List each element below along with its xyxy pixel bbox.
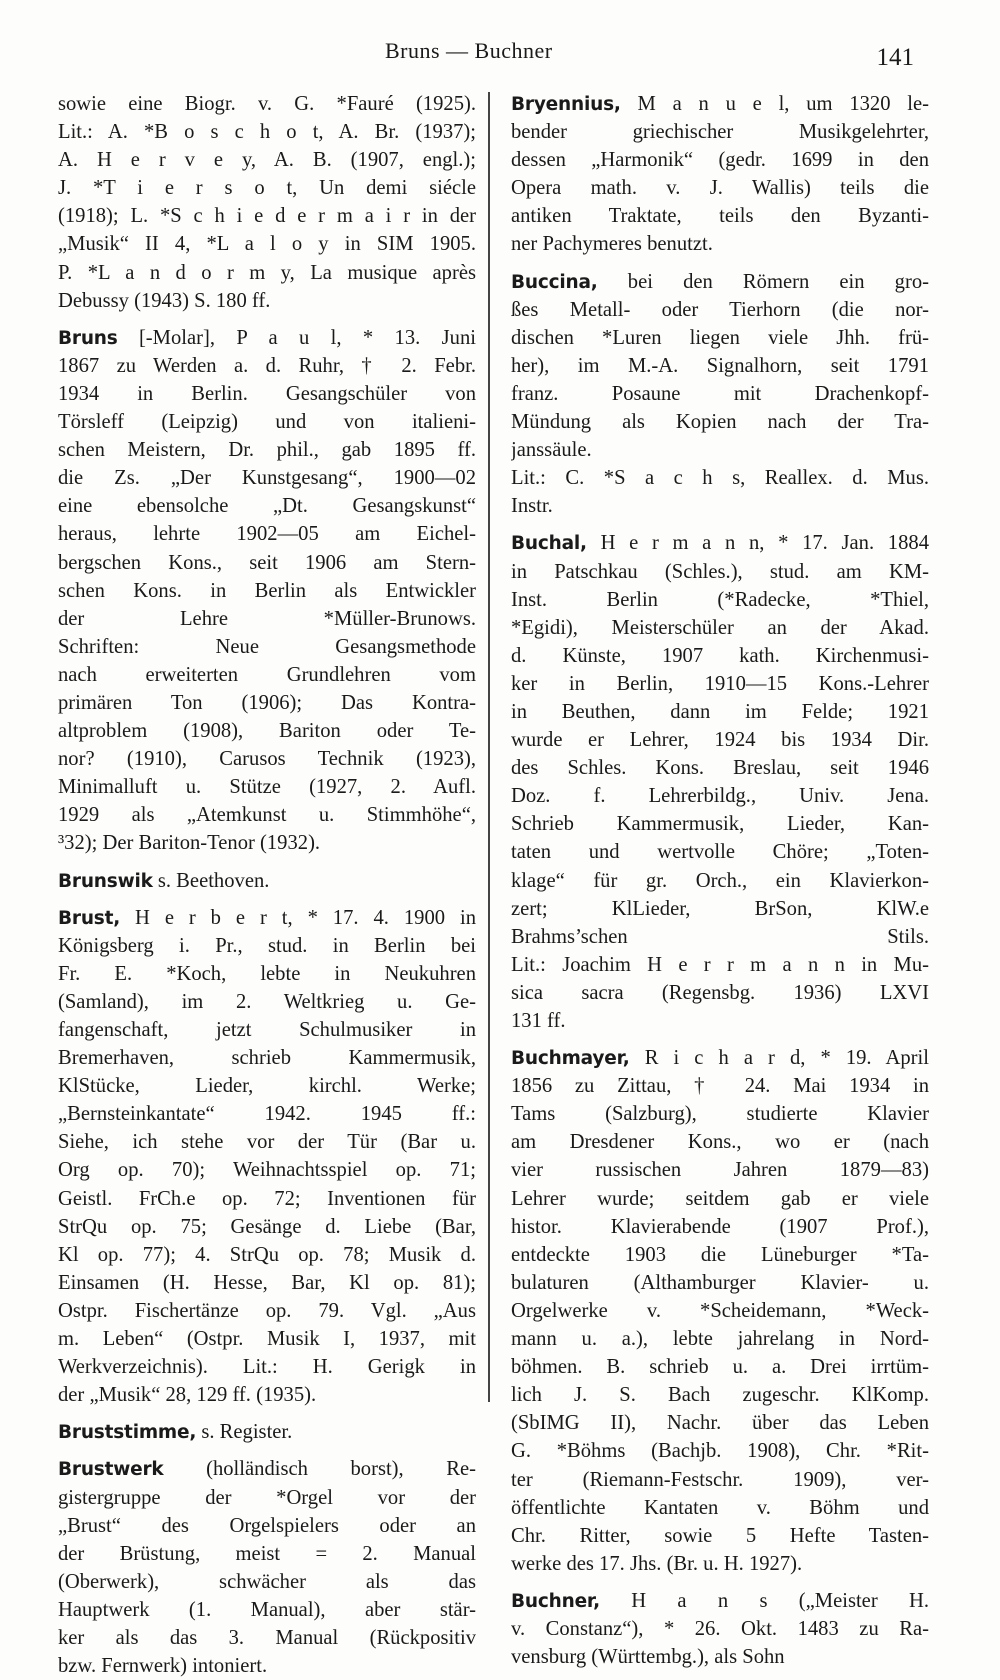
entry-line — [511, 1615, 929, 1643]
entry-line — [511, 698, 929, 726]
entry-line — [58, 1100, 476, 1128]
entry-line — [511, 296, 929, 324]
line-text: Geistl. FrCh.e op. 72; Inventionen für — [58, 1187, 476, 1210]
entry-line — [58, 1652, 476, 1680]
line-text: in Patschkau (Schles.), stud. am KM- — [511, 560, 929, 583]
entry-line — [58, 1568, 476, 1596]
entry-headword: Bryennius, — [511, 94, 621, 115]
entry-line — [58, 520, 476, 548]
dictionary-entry — [511, 90, 929, 259]
line-text: zert; KlLieder, BrSon, KlW.e — [511, 897, 929, 920]
entry-line — [58, 689, 476, 717]
line-text: Bremerhaven, schrieb Kammermusik, — [58, 1047, 476, 1070]
entry-headword: Brustwerk — [58, 1459, 164, 1481]
entry-line — [58, 202, 476, 230]
entry-line — [58, 146, 476, 174]
entry-line — [511, 1072, 929, 1100]
dictionary-entry — [58, 1418, 476, 1446]
entry-line — [58, 174, 476, 202]
dictionary-entry — [58, 90, 476, 315]
line-text: Minimalluft u. Stütze (1927, 2. Aufl. — [58, 776, 476, 799]
line-text: G. *Böhms (Bachjb. 1908), Chr. *Rit- — [511, 1440, 929, 1463]
entry-line — [511, 810, 929, 838]
line-text: Ostpr. Fischertänze op. 79. Vgl. „Aus — [58, 1299, 476, 1322]
line-text: vier russischen Jahren 1879—83) — [511, 1159, 929, 1182]
page-number: 141 — [876, 44, 914, 71]
entry-line — [58, 605, 476, 633]
line-text: die Zs. „Der Kunstgesang“, 1900—02 — [58, 467, 476, 490]
entry-line — [58, 1540, 476, 1568]
entry-line — [511, 1381, 929, 1409]
entry-line — [58, 1213, 476, 1241]
line-text: M a n u e l, um 1320 le- — [637, 93, 929, 115]
entry-line — [511, 1007, 929, 1035]
line-text: sica sacra (Regensbg. 1936) LXVI — [511, 981, 929, 1004]
entry-line — [58, 492, 476, 520]
entry-line — [58, 829, 476, 857]
line-text: 1867 zu Werden a. d. Ruhr, † 2. Febr. — [58, 354, 476, 377]
entry-line — [58, 1016, 476, 1044]
line-text: s. Register. — [201, 1421, 293, 1444]
line-text: gistergruppe der *Orgel vor der — [58, 1486, 476, 1509]
line-text: primären Ton (1906); Das Kontra- — [58, 691, 476, 714]
entry-line — [58, 324, 476, 352]
line-text: Werkverzeichnis). Lit.: H. Gerigk in — [58, 1356, 476, 1379]
line-text: (Oberwerk), schwächer als das — [58, 1570, 476, 1593]
entry-line — [511, 380, 929, 408]
line-text: eine ebensolche „Dt. Gesangskunst“ — [58, 495, 476, 518]
line-text: des Schles. Kons. Breslau, seit 1946 — [511, 757, 929, 780]
line-text: Inst. Berlin (*Radecke, *Thiel, — [511, 588, 929, 611]
entry-line — [58, 1596, 476, 1624]
line-text: wurde er Lehrer, 1924 bis 1934 Dir. — [511, 729, 929, 752]
entry-line — [58, 1128, 476, 1156]
entry-line — [511, 1466, 929, 1494]
entry-line — [58, 1072, 476, 1100]
entry-line — [511, 754, 929, 782]
entry-line — [511, 408, 929, 436]
line-text: dischen *Luren liegen viele Jhh. frü- — [511, 326, 929, 349]
entry-line — [511, 895, 929, 923]
entry-line — [58, 1624, 476, 1652]
entry-line — [511, 614, 929, 642]
entry-line — [511, 1587, 929, 1615]
entry-line — [58, 932, 476, 960]
line-text: böhmen. B. schrieb u. a. Drei irrtüm- — [511, 1356, 929, 1379]
entry-line — [511, 979, 929, 1007]
line-text: 1929 als „Atemkunst u. Stimmhöhe“, — [58, 804, 476, 827]
entry-headword: Buchner, — [511, 1590, 600, 1612]
line-text: der Brüstung, meist = 2. Manual — [58, 1542, 476, 1565]
dictionary-entry — [58, 904, 476, 1410]
line-text: J. *T i e r s o t, Un demi siécle — [58, 177, 476, 200]
entry-line — [511, 782, 929, 810]
line-text: in Beuthen, dann im Felde; 1921 — [511, 700, 929, 723]
entry-line — [511, 202, 929, 230]
entry-line — [511, 1100, 929, 1128]
line-text: ker in Berlin, 1910—15 Kons.-Lehrer — [511, 672, 929, 695]
entry-line — [511, 230, 929, 258]
line-text: ter (Riemann-Festschr. 1909), ver- — [511, 1468, 929, 1491]
entry-line — [58, 352, 476, 380]
line-text: Lehrer wurde; seitdem gab er viele — [511, 1187, 929, 1210]
dictionary-entry — [511, 1587, 929, 1671]
line-text: Lit.: A. *B o s c h o t, A. Br. (1937); — [58, 121, 476, 144]
entry-line — [511, 268, 929, 296]
line-text: sowie eine Biogr. v. G. *Fauré (1925). — [58, 93, 476, 115]
line-text: KlStücke, Lieder, kirchl. Werke; — [58, 1075, 476, 1098]
line-text: der Lehre *Müller-Brunows. — [58, 607, 476, 630]
entry-line — [58, 717, 476, 745]
line-text: klage“ für gr. Orch., ein Klavierkon- — [511, 869, 929, 892]
entry-line — [511, 1550, 929, 1578]
line-text: Königsberg i. Pr., stud. in Berlin bei — [58, 934, 476, 957]
line-text: [-Molar], P a u l, * 13. Juni — [138, 326, 476, 349]
entry-line — [511, 867, 929, 895]
line-text: nach erweiterten Grundlehren vom — [58, 663, 476, 686]
entry-headword: Brunswik — [58, 870, 153, 892]
entry-line — [511, 1325, 929, 1353]
line-text: v. Constanz“), * 26. Okt. 1483 zu Ra- — [511, 1617, 929, 1640]
entry-line — [58, 1353, 476, 1381]
line-text: ner Pachymeres benutzt. — [511, 233, 713, 256]
entry-line — [58, 1484, 476, 1512]
line-text: entdeckte 1903 die Lüneburger *Ta- — [511, 1243, 929, 1266]
line-text: Org op. 70); Weihnachtsspiel op. 71; — [58, 1159, 476, 1182]
line-text: nor? (1910), Carusos Technik (1923), — [58, 748, 476, 771]
line-text: Orgelwerke v. *Scheidemann, *Weck- — [511, 1299, 929, 1322]
entry-line — [58, 867, 476, 895]
line-text: Fr. E. *Koch, lebte in Neukuhren — [58, 962, 476, 985]
running-head: Bruns — Buchner — [385, 38, 553, 63]
entry-headword: Bruns — [58, 327, 118, 349]
entry-line — [58, 1297, 476, 1325]
entry-line — [511, 436, 929, 464]
entry-line — [511, 174, 929, 202]
line-text: Doz. f. Lehrerbildg., Univ. Jena. — [511, 785, 929, 808]
entry-line — [58, 577, 476, 605]
entry-line — [511, 1185, 929, 1213]
entry-line — [511, 1269, 929, 1297]
line-text: StrQu op. 75; Gesänge d. Liebe (Bar, — [58, 1215, 476, 1238]
line-text: bei den Römern ein gro- — [627, 270, 929, 293]
entry-line — [58, 1455, 476, 1483]
entry-line — [511, 558, 929, 586]
entry-line — [58, 1512, 476, 1540]
entry-line — [511, 464, 929, 492]
entry-line — [58, 464, 476, 492]
line-text: „Musik“ II 4, *L a l o y in SIM 1905. — [58, 233, 476, 256]
entry-line — [511, 492, 929, 520]
right-column — [511, 90, 929, 1671]
entry-line — [511, 146, 929, 174]
entry-line — [511, 1522, 929, 1550]
left-column — [58, 90, 476, 1680]
line-text: dessen „Harmonik“ (gedr. 1699 in den — [511, 149, 929, 172]
line-text: altproblem (1908), Bariton oder Te- — [58, 720, 476, 743]
column-divider — [488, 92, 490, 1402]
line-text: heraus, lehrte 1902—05 am Eichel- — [58, 523, 476, 546]
line-text: Schrieb Kammermusik, Lieder, Kan- — [511, 813, 929, 836]
line-text: Chr. Ritter, sowie 5 Hefte Tasten- — [511, 1524, 929, 1547]
line-text: bergschen Kons., seit 1906 am Stern- — [58, 551, 476, 574]
page-header — [0, 32, 1000, 72]
line-text: histor. Klavierabende (1907 Prof.), — [511, 1215, 929, 1238]
entry-line — [58, 230, 476, 258]
line-text: 1856 zu Zittau, † 24. Mai 1934 in — [511, 1075, 929, 1098]
entry-line — [58, 287, 476, 315]
line-text: 1934 in Berlin. Gesangschüler von — [58, 382, 476, 405]
line-text: fangenschaft, jetzt Schulmusiker in — [58, 1019, 476, 1041]
entry-headword: Bruststimme, — [58, 1422, 197, 1444]
dictionary-entry — [511, 529, 929, 1035]
entry-line — [511, 1241, 929, 1269]
entry-line — [58, 259, 476, 287]
entry-line — [58, 549, 476, 577]
entry-line — [511, 586, 929, 614]
entry-line — [511, 1128, 929, 1156]
entry-line — [58, 960, 476, 988]
entry-line — [58, 1241, 476, 1269]
line-text: H e r m a n n, * 17. Jan. 1884 — [600, 532, 929, 555]
entry-line — [58, 1156, 476, 1184]
line-text: (holländisch borst), Re- — [206, 1458, 476, 1481]
line-text: Kl op. 77); 4. StrQu op. 78; Musik d. — [58, 1243, 476, 1266]
line-text: ³32); Der Bariton-Tenor (1932). — [58, 832, 321, 855]
line-text: vensburg (Württembg.), als Sohn — [511, 1646, 785, 1669]
entry-line — [511, 670, 929, 698]
dictionary-entry — [58, 1455, 476, 1680]
entry-line — [511, 90, 929, 118]
dictionary-entry — [511, 268, 929, 521]
line-text: Hauptwerk (1. Manual), aber stär- — [58, 1598, 476, 1621]
line-text: lich J. S. Bach zugeschr. KlKomp. — [511, 1384, 929, 1407]
entry-line — [511, 838, 929, 866]
entry-line — [58, 436, 476, 464]
line-text: bulaturen (Althamburger Klavier- u. — [511, 1271, 929, 1294]
entry-line — [511, 1213, 929, 1241]
entry-headword: Buchmayer, — [511, 1048, 630, 1070]
line-text: franz. Posaune mit Drachenkopf- — [511, 382, 929, 405]
line-text: werke des 17. Jhs. (Br. u. H. 1927). — [511, 1552, 803, 1575]
entry-line — [511, 923, 929, 951]
line-text: ßes Metall- oder Tierhorn (die nor- — [511, 298, 929, 321]
entry-line — [58, 773, 476, 801]
entry-line — [511, 726, 929, 754]
dictionary-entry — [58, 867, 476, 895]
line-text: m. Leben“ (Ostpr. Musik I, 1937, mit — [58, 1328, 476, 1351]
line-text: (Samland), im 2. Weltkrieg u. Ge- — [58, 990, 476, 1013]
entry-line — [58, 1381, 476, 1409]
line-text: (1918); L. *S c h i e d e r m a i r in der — [58, 205, 476, 228]
entry-line — [58, 1269, 476, 1297]
line-text: (SbIMG II), Nachr. über das Leben — [511, 1412, 929, 1435]
entry-line — [58, 90, 476, 118]
line-text: antiken Traktate, teils den Byzanti- — [511, 205, 929, 228]
entry-line — [58, 1185, 476, 1213]
entry-line — [58, 1044, 476, 1072]
line-text: s. Beethoven. — [157, 869, 270, 892]
line-text: bender griechischer Musikgelehrter, — [511, 121, 929, 144]
line-text: H e r b e r t, * 17. 4. 1900 in — [135, 906, 476, 929]
entry-line — [511, 951, 929, 979]
line-text: der „Musik“ 28, 129 ff. (1935). — [58, 1384, 317, 1407]
entry-headword: Buccina, — [511, 271, 598, 293]
entry-line — [58, 633, 476, 661]
line-text: 131 ff. — [511, 1010, 566, 1032]
entry-line — [511, 352, 929, 380]
line-text: Törsleff (Leipzig) und von italieni- — [58, 411, 476, 434]
line-text: Brahms’schen Stils. — [511, 925, 929, 948]
entry-line — [511, 1044, 929, 1072]
entry-line — [511, 1353, 929, 1381]
entry-line — [511, 1494, 929, 1522]
line-text: Debussy (1943) S. 180 ff. — [58, 289, 271, 312]
line-text: bzw. Fernwerk) intoniert. — [58, 1655, 268, 1678]
entry-line — [511, 324, 929, 352]
entry-line — [511, 118, 929, 146]
line-text: ker als das 3. Manual (Rückpositiv — [58, 1626, 476, 1649]
entry-line — [511, 1409, 929, 1437]
line-text: H a n s („Meister H. — [631, 1589, 929, 1612]
line-text: Opera math. v. J. Wallis) teils die — [511, 177, 929, 200]
line-text: Schriften: Neue Gesangsmethode — [58, 635, 476, 658]
line-text: d. Künste, 1907 kath. Kirchenmusi- — [511, 644, 929, 667]
entry-line — [511, 1156, 929, 1184]
line-text: Siehe, ich stehe vor der Tür (Bar u. — [58, 1131, 476, 1154]
line-text: Tams (Salzburg), studierte Klavier — [511, 1103, 929, 1126]
entry-headword: Buchal, — [511, 533, 587, 555]
entry-line — [511, 1297, 929, 1325]
line-text: A. H e r v e y, A. B. (1907, engl.); — [58, 149, 476, 172]
line-text: am Dresdener Kons., wo er (nach — [511, 1131, 929, 1154]
entry-line — [58, 661, 476, 689]
dictionary-entry — [58, 324, 476, 858]
entry-line — [58, 118, 476, 146]
line-text: P. *L a n d o r m y, La musique après — [58, 261, 476, 284]
entry-line — [511, 1643, 929, 1671]
entry-line — [511, 642, 929, 670]
entry-headword: Brust, — [58, 907, 121, 929]
entry-line — [511, 1437, 929, 1465]
entry-line — [58, 408, 476, 436]
line-text: Instr. — [511, 495, 553, 518]
entry-line — [58, 988, 476, 1016]
line-text: „Bernsteinkantate“ 1942. 1945 ff.: — [58, 1103, 476, 1126]
dictionary-entry — [511, 1044, 929, 1578]
line-text: mann u. a.), lebte jahrelang in Nord- — [511, 1328, 929, 1351]
entry-line — [58, 745, 476, 773]
line-text: Lit.: C. *S a c h s, Reallex. d. Mus. — [511, 467, 929, 490]
line-text: schen Meistern, Dr. phil., gab 1895 ff. — [58, 439, 476, 462]
line-text: schen Kons. in Berlin als Entwickler — [58, 579, 476, 602]
line-text: Mündung als Kopien nach der Tra- — [511, 411, 929, 434]
entry-line — [58, 904, 476, 932]
entry-line — [511, 529, 929, 557]
line-text: her), im M.-A. Signalhorn, seit 1791 — [511, 354, 929, 377]
line-text: taten und wertvolle Chöre; „Toten- — [511, 841, 929, 864]
line-text: R i c h a r d, * 19. April — [644, 1047, 929, 1070]
entry-line — [58, 1418, 476, 1446]
line-text: öffentlichte Kantaten v. Böhm und — [511, 1496, 929, 1519]
line-text: Einsamen (H. Hesse, Bar, Kl op. 81); — [58, 1271, 476, 1294]
entry-line — [58, 380, 476, 408]
line-text: janssäule. — [511, 439, 592, 462]
line-text: „Brust“ des Orgelspielers oder an — [58, 1514, 476, 1537]
line-text: *Egidi), Meisterschüler an der Akad. — [511, 616, 929, 639]
entry-line — [58, 1325, 476, 1353]
line-text: Lit.: Joachim H e r r m a n n in Mu- — [511, 953, 929, 976]
entry-line — [58, 801, 476, 829]
